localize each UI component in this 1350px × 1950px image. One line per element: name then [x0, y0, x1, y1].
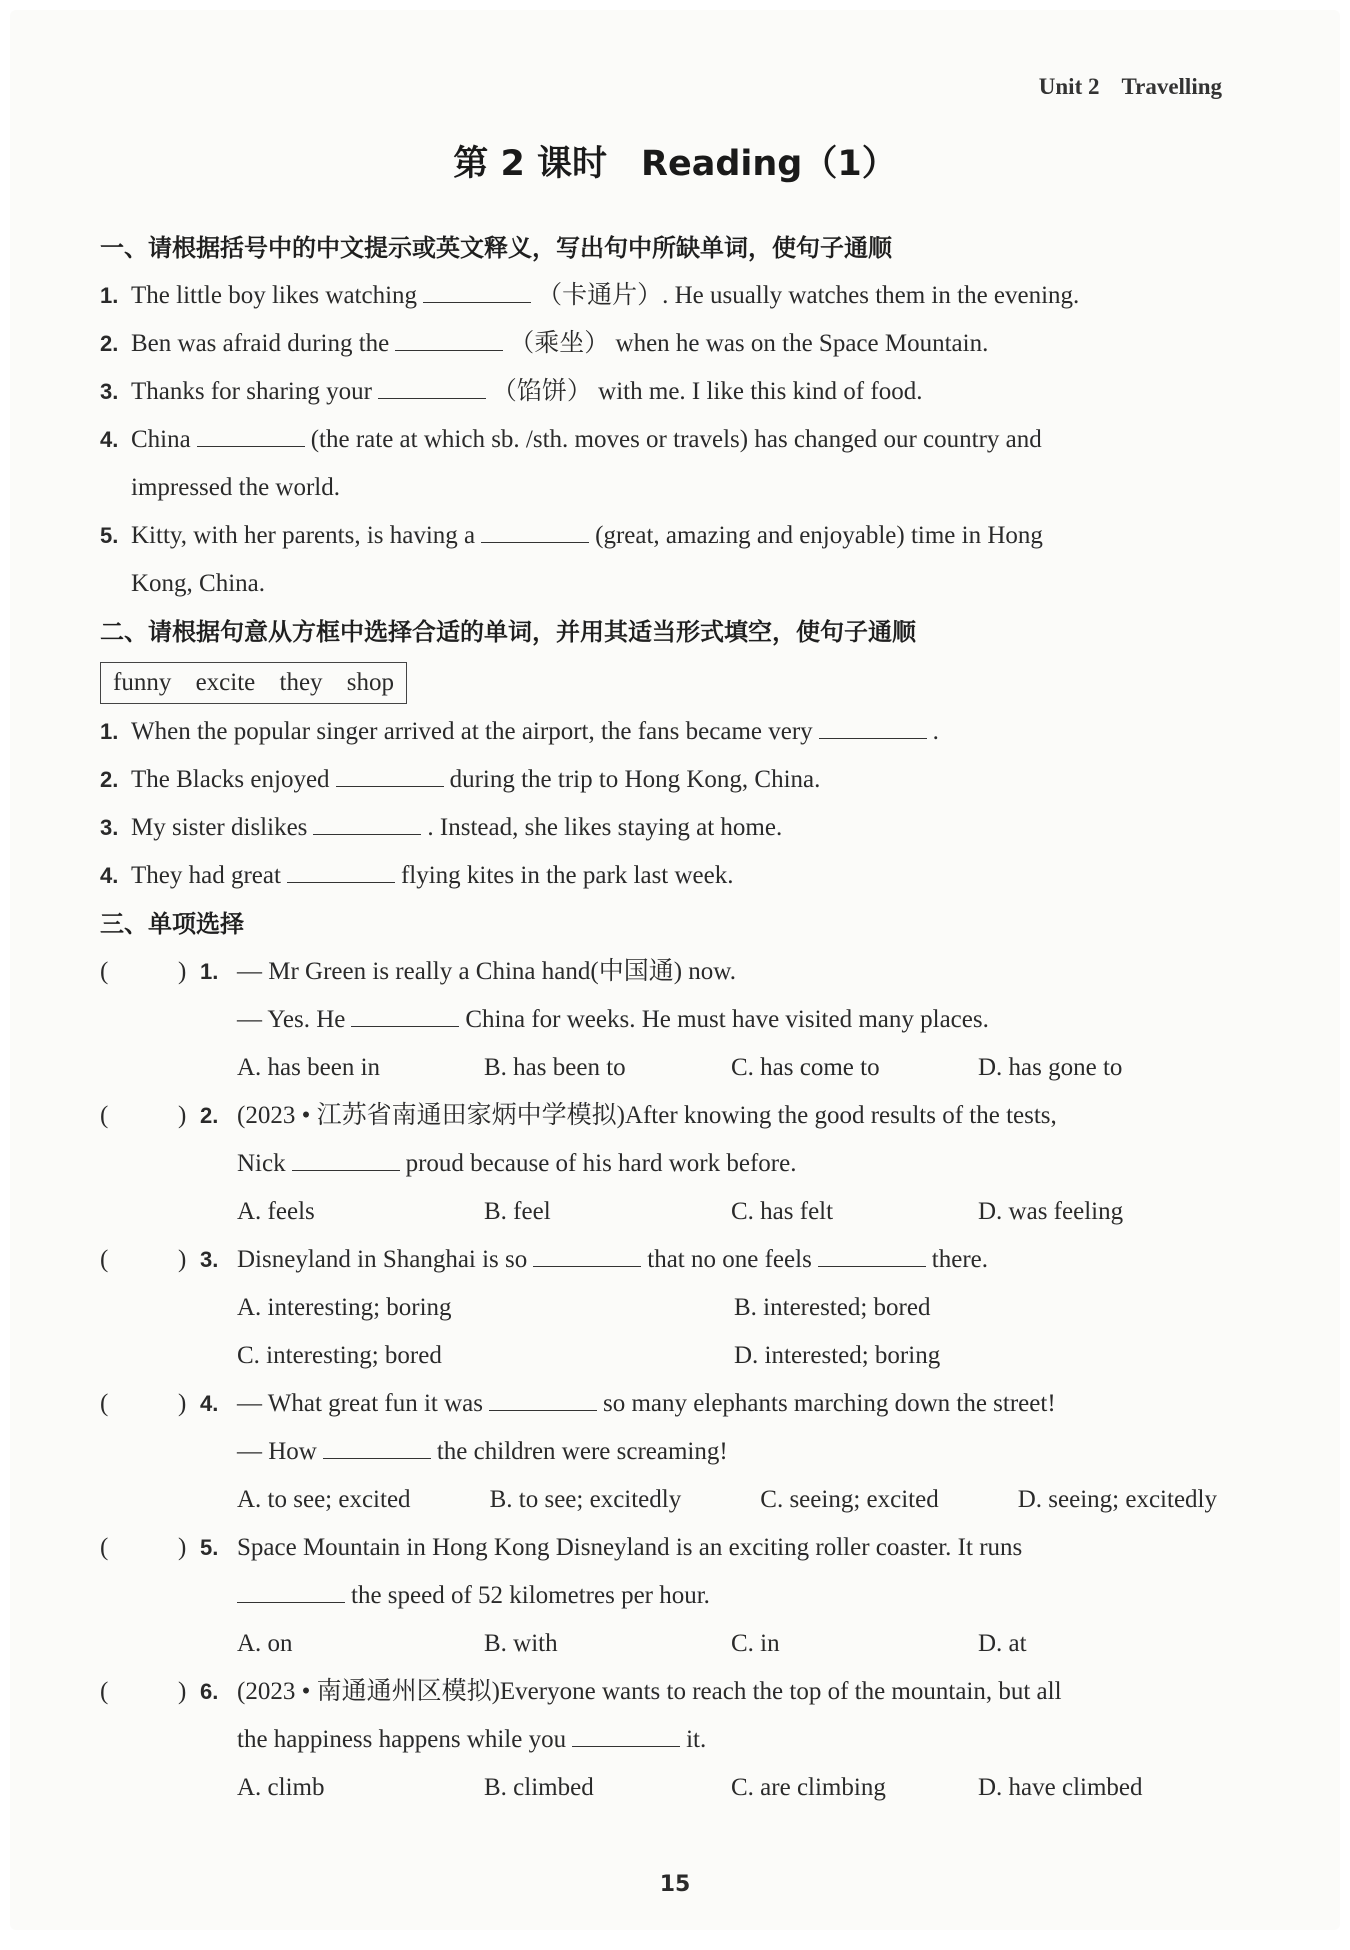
answer-blank[interactable]	[481, 520, 589, 543]
answer-blank[interactable]	[378, 376, 486, 399]
option-a[interactable]: A. on	[237, 1630, 293, 1657]
answer-blank[interactable]	[819, 716, 927, 739]
option-b[interactable]: B. climbed	[484, 1774, 594, 1801]
option-c[interactable]: C. seeing; excited	[760, 1486, 939, 1513]
section2-heading: 二、请根据句意从方框中选择合适的单词，并用其适当形式填空，使句子通顺	[100, 618, 916, 646]
option-a[interactable]: A. interesting; boring	[237, 1294, 452, 1321]
options	[237, 1044, 1245, 1092]
answer-blank[interactable]	[237, 1580, 345, 1603]
option-d[interactable]: D. seeing; excitedly	[1017, 1486, 1217, 1513]
s2-item-1: 1. When the popular singer arrived at the airport, the fans became very .	[100, 718, 939, 745]
option-b[interactable]: B. interested; bored	[734, 1294, 931, 1321]
s2-item-4: 4. They had great flying kites in the park last week.	[100, 862, 734, 889]
option-a[interactable]: A. feels	[237, 1198, 315, 1225]
word-box-row	[100, 656, 1245, 708]
s2-item-2: 2. The Blacks enjoyed during the trip to Hong Kong, China.	[100, 766, 821, 793]
option-a[interactable]: A. has been in	[237, 1054, 381, 1081]
section1-heading: 一、请根据括号中的中文提示或英文释义，写出句中所缺单词，使句子通顺	[100, 234, 892, 262]
answer-bracket[interactable]: )	[178, 1390, 187, 1417]
worksheet-content	[100, 224, 1245, 1812]
answer-bracket[interactable]: )	[178, 1534, 187, 1561]
answer-blank[interactable]	[533, 1244, 641, 1267]
mc-question-6: ( ) 6. (2023 • 南通通州区模拟)Everyone wants to reach the top of the mountain, but all the happiness happens while you it. A. climb B. climbed C. are climbing D. have climbed	[100, 1668, 1245, 1812]
running-header	[1039, 74, 1222, 100]
option-d[interactable]: D. was feeling	[978, 1198, 1124, 1225]
options	[237, 1284, 1245, 1332]
s1-item-5: 5. Kitty, with her parents, is having a (great, amazing and enjoyable) time in Hong	[100, 522, 1043, 549]
option-c[interactable]: C. has felt	[731, 1198, 834, 1225]
option-d[interactable]: D. has gone to	[978, 1054, 1123, 1081]
option-b[interactable]: B. to see; excitedly	[489, 1486, 682, 1513]
answer-blank[interactable]	[197, 424, 305, 447]
option-c[interactable]: C. in	[731, 1630, 780, 1657]
options	[237, 1476, 1217, 1524]
answer-bracket[interactable]: )	[178, 958, 187, 985]
lesson-name: Reading（1）	[641, 144, 897, 184]
word-box: funny excite they shop	[100, 662, 407, 704]
mc-question-3: ( ) 3. Disneyland in Shanghai is so that no one feels there. A. interesting; boring B. interested; bored C. interesting; bored D. interested; boring	[100, 1236, 1245, 1380]
option-c[interactable]: C. has come to	[731, 1054, 880, 1081]
answer-bracket[interactable]: )	[178, 1102, 187, 1129]
option-c[interactable]: C. interesting; bored	[237, 1342, 442, 1369]
answer-blank[interactable]	[423, 280, 531, 303]
mc-question-4: ( ) 4. — What great fun it was so many elephants marching down the street! — How the children were screaming! A. to see; excited B. to see; excitedly C. seeing; excited D. seeing; excitedly	[100, 1380, 1245, 1524]
unit-topic: Travelling	[1121, 74, 1222, 99]
option-b[interactable]: B. with	[484, 1630, 558, 1657]
option-b[interactable]: B. feel	[484, 1198, 551, 1225]
answer-blank[interactable]	[292, 1148, 400, 1171]
page-number: 15	[659, 1872, 691, 1897]
option-d[interactable]: D. at	[978, 1630, 1027, 1657]
option-b[interactable]: B. has been to	[484, 1054, 626, 1081]
option-d[interactable]: D. interested; boring	[734, 1342, 941, 1369]
s1-item-4-cont: impressed the world.	[131, 474, 340, 501]
option-a[interactable]: A. to see; excited	[237, 1486, 411, 1513]
answer-blank[interactable]	[572, 1724, 680, 1747]
answer-blank[interactable]	[818, 1244, 926, 1267]
s1-item-1: 1. The little boy likes watching （卡通片）. He usually watches them in the evening.	[100, 282, 1080, 309]
worksheet-page	[10, 10, 1340, 1930]
options	[237, 1620, 1245, 1668]
mc-question-1: ( ) 1. — Mr Green is really a China hand(中国通) now. — Yes. He China for weeks. He must have visited many places. A. has been in B. has been to C. has come to D. has gone to	[100, 948, 1245, 1092]
answer-blank[interactable]	[323, 1436, 431, 1459]
answer-blank[interactable]	[489, 1388, 597, 1411]
answer-blank[interactable]	[287, 860, 395, 883]
mc-question-5: ( ) 5. Space Mountain in Hong Kong Disneyland is an exciting roller coaster. It runs the speed of 52 kilometres per hour. A. on B. with C. in D. at	[100, 1524, 1245, 1668]
options	[237, 1764, 1245, 1812]
answer-bracket[interactable]: )	[178, 1246, 187, 1273]
lesson-number: 第 2 课时	[453, 144, 608, 184]
s1-item-3: 3. Thanks for sharing your （馅饼） with me. I like this kind of food.	[100, 378, 923, 405]
s1-item-5-cont: Kong, China.	[131, 570, 266, 597]
lesson-title	[10, 136, 1340, 186]
options	[237, 1332, 1245, 1380]
options	[237, 1188, 1245, 1236]
option-d[interactable]: D. have climbed	[978, 1774, 1143, 1801]
s2-item-3: 3. My sister dislikes . Instead, she likes staying at home.	[100, 814, 783, 841]
option-c[interactable]: C. are climbing	[731, 1774, 886, 1801]
answer-blank[interactable]	[336, 764, 444, 787]
section3-heading: 三、单项选择	[100, 910, 244, 938]
answer-blank[interactable]	[313, 812, 421, 835]
s1-item-4: 4. China (the rate at which sb. /sth. moves or travels) has changed our country and	[100, 426, 1042, 453]
answer-bracket[interactable]: )	[178, 1678, 187, 1705]
option-a[interactable]: A. climb	[237, 1774, 325, 1801]
s1-item-2: 2. Ben was afraid during the （乘坐） when he was on the Space Mountain.	[100, 330, 989, 357]
unit-label: Unit 2	[1038, 74, 1100, 99]
answer-blank[interactable]	[395, 328, 503, 351]
answer-blank[interactable]	[351, 1004, 459, 1027]
mc-question-2: ( ) 2. (2023 • 江苏省南通田家炳中学模拟)After knowing the good results of the tests, Nick proud because of his hard work before. A. feels B. feel C. has felt D. was feeling	[100, 1092, 1245, 1236]
